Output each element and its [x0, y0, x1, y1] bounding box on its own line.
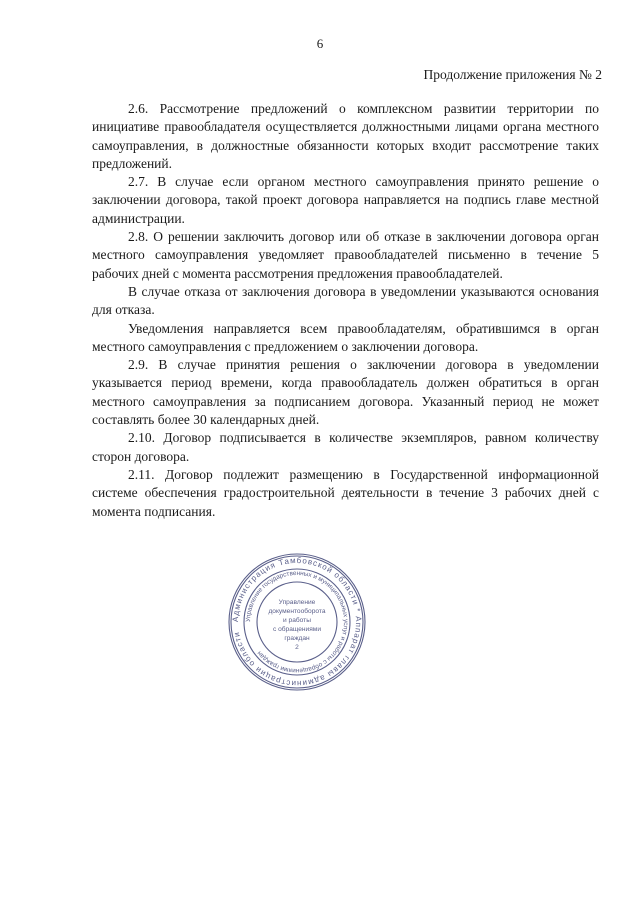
stamp-center-line-3: и работы — [283, 617, 311, 624]
page-number: 6 — [316, 36, 324, 51]
stamp-center-line-1: Управление — [278, 599, 316, 606]
paragraph-refusal: В случае отказа от заключения договора в уведомлении указываются основания для отказа. — [92, 283, 599, 318]
stamp-outer-text: Администрация Тамбовской области * Аппарат главы администрации области — [230, 555, 364, 689]
document-body — [92, 100, 599, 521]
paragraph-2-8: 2.8. О решении заключить договор или об отказе в заключении договора орган местного самоуправления уведомляет правообладателей письменно в течение 5 рабочих дней с момента рассмотрения предложения правообладателей. — [92, 229, 599, 281]
paragraph-2-11: 2.11. Договор подлежит размещению в Государственной информационной системе обеспечения градостроительной деятельности в течение 3 рабочих дней с момента подписания. — [92, 466, 599, 519]
stamp-middle-text: Управление государственных и муниципальных услуг и работы с обращениями граждан — [244, 569, 350, 675]
stamp-center-line-4: с обращениями — [272, 626, 322, 633]
stamp-seal — [226, 553, 368, 691]
appendix-note: Продолжение приложения № 2 — [423, 67, 602, 82]
stamp-center-line-5: граждан — [284, 635, 310, 642]
paragraph-2-7: 2.7. В случае если органом местного самоуправления принято решение о заключении договора, такой проект договора направляется на подпись главе местной администрации. — [92, 174, 599, 226]
paragraph-2-9: 2.9. В случае принятия решения о заключении договора в уведомлении указывается период времени, когда правообладатель должен обратиться в орган местного самоуправления за подписанием договора. Указанный период не может составлять более 30 календарных дней. — [92, 357, 599, 428]
paragraph-2-10: 2.10. Договор подписывается в количестве экземпляров, равном количеству сторон договора. — [92, 430, 599, 464]
official-stamp — [226, 553, 368, 691]
stamp-center-line-6: 2 — [295, 644, 299, 651]
paragraph-2-6: 2.6. Рассмотрение предложений о комплексном развитии территории по инициативе правообладателя осуществляется должностными лицами органа местного самоуправления, в должностные обязанности которых входит рассмотрение таких предложений. — [92, 101, 599, 171]
stamp-center-line-2: документооборота — [268, 608, 326, 615]
paragraph-notifications: Уведомления направляется всем правообладателям, обратившимся в орган местного самоуправления с предложением о заключении договора. — [92, 320, 599, 354]
